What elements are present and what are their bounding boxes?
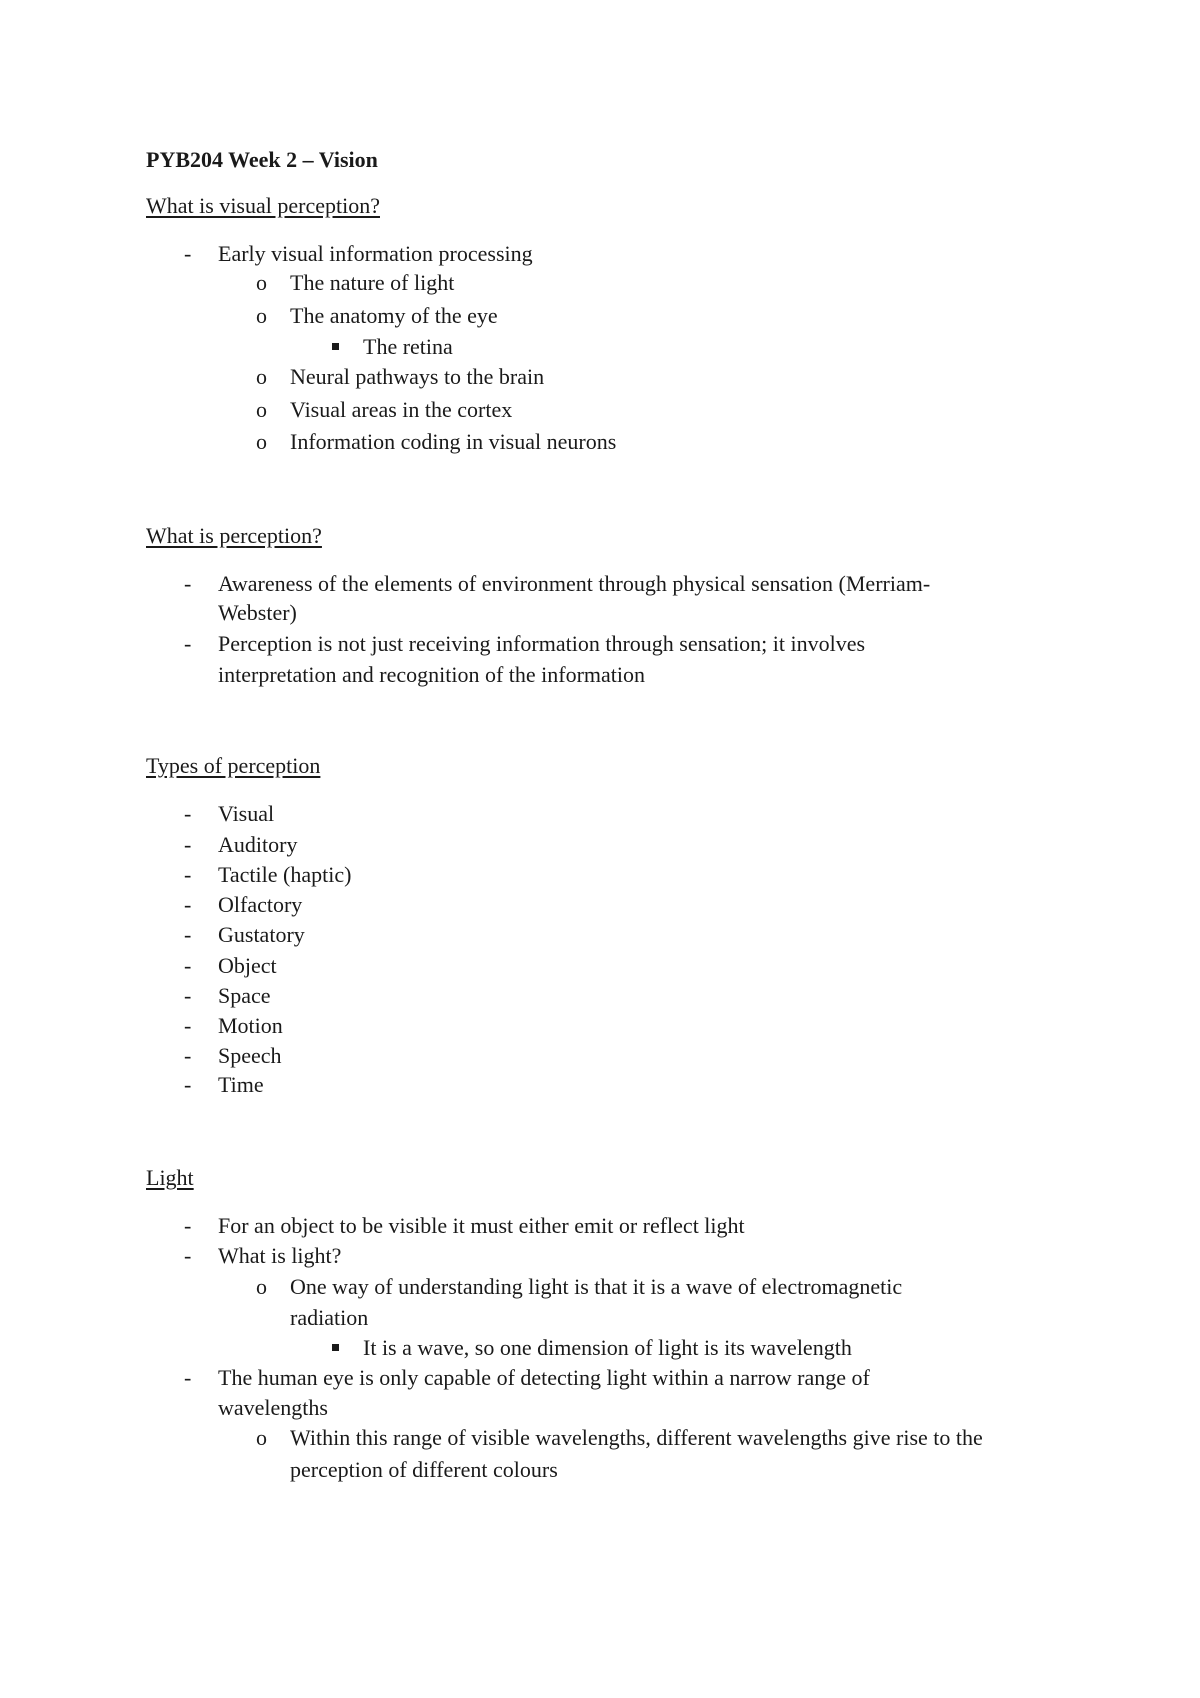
section-heading-types: Types of perception <box>146 753 321 778</box>
dash-bullet: - <box>184 1365 192 1390</box>
square-bullet-icon <box>332 1344 339 1351</box>
list-item-continuation: radiation <box>290 1305 369 1330</box>
dash-bullet: - <box>184 892 192 917</box>
dash-bullet: - <box>184 1043 192 1068</box>
dash-bullet: - <box>184 1013 192 1038</box>
list-item: The retina <box>363 334 453 359</box>
square-bullet-icon <box>332 343 339 350</box>
circle-bullet: o <box>256 1274 267 1299</box>
dash-bullet: - <box>184 832 192 857</box>
dash-bullet: - <box>184 862 192 887</box>
list-item: What is light? <box>218 1243 342 1268</box>
list-item: Awareness of the elements of environment through physical sensation (Merriam- <box>218 571 931 596</box>
section-heading-visual-perception: What is visual perception? <box>146 193 380 218</box>
dash-bullet: - <box>184 1072 192 1097</box>
section-heading-light: Light <box>146 1165 194 1190</box>
section-heading-perception: What is perception? <box>146 523 322 548</box>
circle-bullet: o <box>256 397 267 422</box>
circle-bullet: o <box>256 429 267 454</box>
circle-bullet: o <box>256 1425 267 1450</box>
list-item: Auditory <box>218 832 298 857</box>
list-item: Within this range of visible wavelengths, different wavelengths give rise to the <box>290 1425 983 1450</box>
dash-bullet: - <box>184 1213 192 1238</box>
list-item-continuation: perception of different colours <box>290 1457 558 1482</box>
list-item: Object <box>218 953 277 978</box>
list-item: Visual areas in the cortex <box>290 397 513 422</box>
dash-bullet: - <box>184 953 192 978</box>
list-item: Motion <box>218 1013 283 1038</box>
list-item: Gustatory <box>218 922 305 947</box>
list-item: Time <box>218 1072 264 1097</box>
list-item: Speech <box>218 1043 282 1068</box>
circle-bullet: o <box>256 270 267 295</box>
list-item: It is a wave, so one dimension of light is its wavelength <box>363 1335 852 1360</box>
page-title: PYB204 Week 2 – Vision <box>146 147 378 172</box>
list-item: For an object to be visible it must either emit or reflect light <box>218 1213 745 1238</box>
dash-bullet: - <box>184 241 192 266</box>
list-item-continuation: Webster) <box>218 600 297 625</box>
dash-bullet: - <box>184 571 192 596</box>
list-item: One way of understanding light is that it is a wave of electromagnetic <box>290 1274 903 1299</box>
circle-bullet: o <box>256 303 267 328</box>
list-item: Perception is not just receiving information through sensation; it involves <box>218 631 866 656</box>
list-item-continuation: wavelengths <box>218 1395 328 1420</box>
dash-bullet: - <box>184 922 192 947</box>
list-item: Information coding in visual neurons <box>290 429 617 454</box>
dash-bullet: - <box>184 631 192 656</box>
list-item: Neural pathways to the brain <box>290 364 545 389</box>
list-item: The anatomy of the eye <box>290 303 498 328</box>
list-item: Early visual information processing <box>218 241 533 266</box>
dash-bullet: - <box>184 1243 192 1268</box>
circle-bullet: o <box>256 364 267 389</box>
dash-bullet: - <box>184 801 192 826</box>
list-item: The human eye is only capable of detecting light within a narrow range of <box>218 1365 870 1390</box>
list-item: The nature of light <box>290 270 455 295</box>
list-item-continuation: interpretation and recognition of the information <box>218 662 646 687</box>
list-item: Tactile (haptic) <box>218 862 352 887</box>
list-item: Olfactory <box>218 892 303 917</box>
list-item: Space <box>218 983 271 1008</box>
list-item: Visual <box>218 801 275 826</box>
dash-bullet: - <box>184 983 192 1008</box>
